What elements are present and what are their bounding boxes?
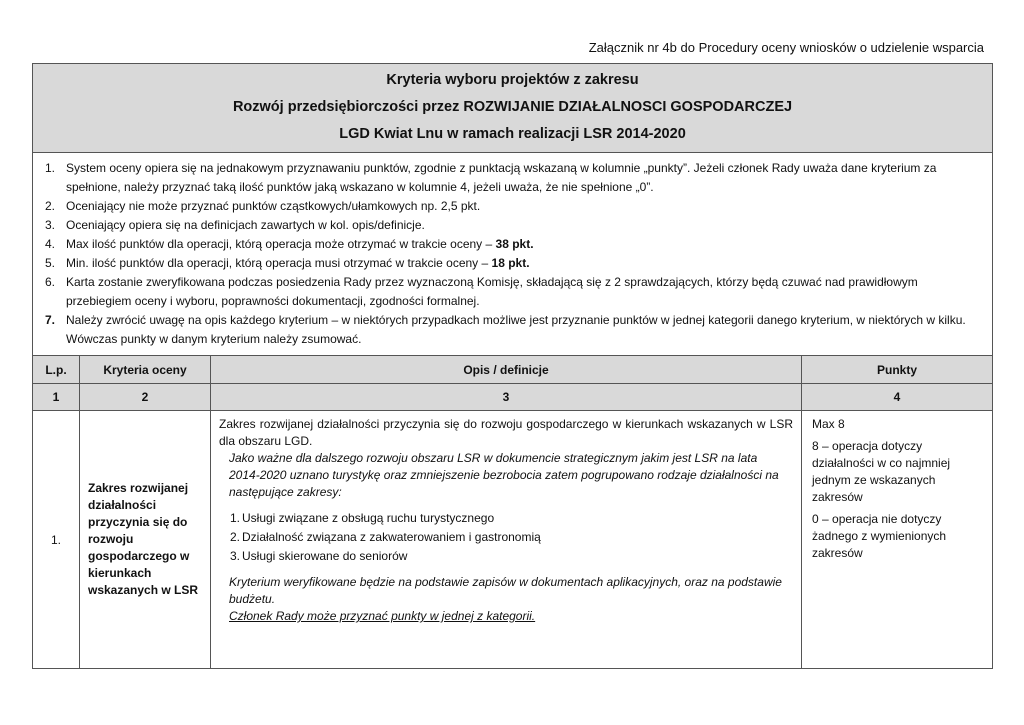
rule-item (45, 254, 980, 273)
header-line-1: Kryteria wyboru projektów z zakresu (386, 72, 639, 88)
rule-item (45, 159, 980, 197)
description-verification: Kryterium weryfikowane będzie na podstawie zapisów w dokumentach aplikacyjnych, oraz na podstawie budżetu. (229, 575, 782, 606)
rule-bold-value: 18 pkt. (491, 256, 530, 270)
description-note: Członek Rady może przyznać punkty w jednej z kategorii. (229, 609, 536, 623)
rule-number: 3. (45, 218, 56, 232)
rule-number: 2. (45, 199, 56, 213)
col-number-4: 4 (802, 384, 993, 411)
points-max: Max 8 (812, 417, 845, 431)
row-lp: 1. (33, 411, 80, 669)
rule-text: Max ilość punktów dla operacji, którą operacja może otrzymać w trakcie oceny – (66, 237, 496, 251)
annex-title: Załącznik nr 4b do Procedury oceny wniosków o udzielenie wsparcia (588, 40, 984, 55)
rule-text: Oceniający opiera się na definicjach zawartych w kol. opis/definicje. (66, 218, 425, 232)
rule-number: 4. (45, 237, 56, 251)
description-item-text: Działalność związana z zakwaterowaniem i gastronomią (242, 530, 541, 544)
rule-item (45, 197, 980, 216)
description-item-text: Usługi związane z obsługą ruchu turystycznego (242, 511, 495, 525)
description-note-wrap (219, 608, 793, 625)
row-description (211, 411, 802, 669)
rules-section (33, 153, 993, 356)
rule-number: 6. (45, 275, 56, 289)
description-italic: Jako ważne dla dalszego rozwoju obszaru LSR w dokumencie strategicznym jakim jest LSR na lata 2014-2020 uznano turystykę oraz zmniejszenie bezrobocia zatem pogrupowano rodzaje działalności na następujące zakresy: (229, 451, 779, 499)
rule-item (45, 273, 980, 311)
description-item (219, 509, 793, 528)
rule-item (45, 311, 980, 349)
col-header-description: Opis / definicje (211, 356, 802, 384)
header-line-2: Rozwój przedsiębiorczości przez ROZWIJANIE DZIAŁALNOSCI GOSPODARCZEJ (232, 99, 793, 115)
rule-text: System oceny opiera się na jednakowym przyznawaniu punktów, zgodnie z punktacją wskazaną w kolumnie „punkty”. Jeżeli członek Rady uważa dane kryterium za spełnione, należy przyznać taką ilość punktów jaką wskazano w kolumnie 4, jeżeli uważa, że nie spełnione „0”. (66, 161, 937, 194)
description-item-text: Usługi skierowane do seniorów (242, 549, 408, 563)
rule-text: Karta zostanie zweryfikowana podczas posiedzenia Rady przez wyznaczoną Komisję, składającą się z 2 sprawdzających, którzy będą czuwać nad prawidłowym przebiegiem oceny i wyboru, poprawności dokumentacji, zgodności formalnej. (66, 275, 918, 308)
rule-number: 5. (45, 256, 56, 270)
col-header-criteria: Kryteria oceny (80, 356, 211, 384)
description-item-number: 1. (230, 511, 241, 525)
description-item (219, 547, 793, 566)
col-header-points: Punkty (802, 356, 993, 384)
points-option-a: 8 – operacja dotyczy działalności w co najmniej jednym ze wskazanych zakresów (812, 439, 951, 504)
col-header-lp: L.p. (33, 356, 80, 384)
col-number-2: 2 (80, 384, 211, 411)
points-option-b: 0 – operacja nie dotyczy żadnego z wymienionych zakresów (812, 512, 947, 560)
description-lead: Zakres rozwijanej działalności przyczynia się do rozwoju gospodarczego w kierunkach wskazanych w LSR dla obszaru LGD. (219, 417, 793, 448)
row-points (802, 411, 993, 669)
rule-item (45, 216, 980, 235)
rule-item (45, 235, 980, 254)
criteria-table (32, 63, 993, 669)
header-line-3: LGD Kwiat Lnu w ramach realizacji LSR 2014-2020 (339, 126, 686, 142)
description-item-number: 2. (230, 530, 241, 544)
rule-bold-value: 38 pkt. (495, 237, 534, 251)
description-item-number: 3. (230, 549, 241, 563)
rule-text: Oceniający nie może przyznać punktów cząstkowych/ułamkowych np. 2,5 pkt. (66, 199, 481, 213)
col-number-1: 1 (33, 384, 80, 411)
rule-number: 7. (45, 313, 56, 327)
description-items (219, 509, 793, 566)
col-number-3: 3 (211, 384, 802, 411)
rule-text: Należy zwrócić uwagę na opis każdego kryterium – w niektórych przypadkach możliwe jest przyznanie punktów w jednej kategorii danego kryterium, w niektórych w kilku. Wówczas punkty w danym kryterium należy zsumować. (66, 313, 966, 346)
rules-list (45, 159, 980, 349)
table-header (33, 64, 993, 153)
rule-number: 1. (45, 161, 56, 175)
description-item (219, 528, 793, 547)
rule-text: Min. ilość punktów dla operacji, którą operacja musi otrzymać w trakcie oceny – (66, 256, 492, 270)
row-criterion: Zakres rozwijanej działalności przyczynia się do rozwoju gospodarczego w kierunkach wskazanych w LSR (80, 411, 211, 669)
